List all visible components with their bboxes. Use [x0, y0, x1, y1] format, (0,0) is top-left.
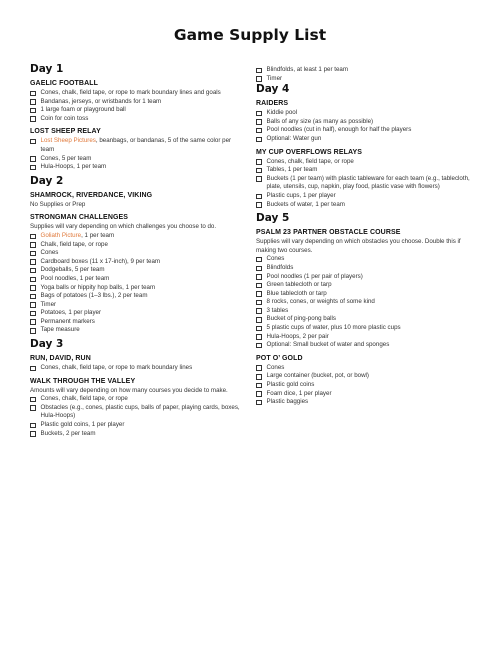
checkbox[interactable]: [256, 202, 262, 208]
game-section: [256, 148, 476, 210]
item-text: Cardboard boxes (11 x 17-inch), 9 per team: [40, 257, 161, 265]
checkbox[interactable]: [30, 405, 36, 411]
list-item: [256, 333, 476, 342]
game-note: Supplies will vary depending on which challenges you choose to do.: [30, 223, 217, 231]
supply-list: [30, 232, 240, 335]
game-title: GAELIC FOOTBALL: [30, 80, 98, 87]
checkbox[interactable]: [256, 326, 262, 332]
game-title: RAIDERS: [256, 100, 289, 108]
item-text: Timer: [40, 300, 57, 308]
supply-list: [30, 364, 240, 373]
game-section: [256, 99, 476, 143]
checkbox[interactable]: [256, 128, 262, 134]
list-item: [256, 118, 476, 127]
list-item: [256, 126, 476, 135]
item-text: Cones, 5 per team: [40, 154, 92, 162]
supply-list: [30, 89, 240, 123]
item-text: Buckets of water, 1 per team: [266, 200, 345, 208]
list-item: [30, 232, 240, 241]
checkbox[interactable]: [30, 319, 36, 325]
item-text: Cones, chalk, field tape, or rope: [266, 157, 354, 165]
item-text: Plastic baggies: [266, 398, 309, 406]
list-item: [30, 266, 240, 275]
continued-list: [256, 66, 476, 83]
game-title: WALK THROUGH THE VALLEY: [30, 377, 136, 385]
checkbox[interactable]: [256, 400, 262, 406]
game-section: [30, 79, 240, 123]
list-item: [256, 381, 476, 390]
list-item: [30, 98, 240, 107]
list-item: [30, 318, 240, 327]
list-item: [256, 175, 476, 192]
checkbox[interactable]: [256, 283, 262, 289]
game-title: SHAMROCK, RIVERDANCE, VIKING: [30, 191, 153, 199]
list-item: [256, 109, 476, 118]
item-text: Buckets (1 per team) with plastic tableware for each team (e.g., tablecloth, plate, utensils, cup, napkin, play food, plastic vase with flowers): [266, 174, 470, 191]
checkbox[interactable]: [30, 156, 36, 162]
day-heading: Day 3: [30, 338, 64, 351]
list-item: [30, 404, 240, 421]
item-text: Plastic gold coins, 1 per player: [40, 421, 125, 429]
item-text: Buckets, 2 per team: [40, 429, 96, 437]
checkbox[interactable]: [256, 137, 262, 143]
list-item: [30, 249, 240, 258]
list-item: [30, 292, 240, 301]
day-block: [30, 175, 240, 335]
item-text: Timer: [266, 74, 283, 82]
checkbox[interactable]: [30, 285, 36, 291]
list-item: [256, 166, 476, 175]
item-text: Tables, 1 per team: [266, 166, 318, 174]
supply-list: [256, 255, 476, 350]
list-item: [256, 158, 476, 167]
list-item: [30, 430, 240, 439]
supply-list: [30, 137, 240, 171]
checkbox[interactable]: [30, 139, 36, 145]
checkbox[interactable]: [256, 343, 262, 349]
game-title: STRONGMAN CHALLENGES: [30, 214, 129, 222]
checkbox[interactable]: [256, 111, 262, 117]
checkbox[interactable]: [30, 311, 36, 317]
game-section: [256, 354, 476, 407]
list-item: [30, 258, 240, 267]
checkbox[interactable]: [256, 68, 262, 74]
item-text: Pool noodles (cut in half), enough for half the players: [266, 126, 412, 134]
item-text: Pool noodles, 1 per team: [40, 274, 110, 282]
checkbox[interactable]: [256, 257, 262, 263]
checkbox[interactable]: [30, 423, 36, 429]
day-heading: Day 2: [30, 174, 64, 187]
game-section: [256, 228, 476, 350]
list-item: [30, 115, 240, 124]
checkbox[interactable]: [30, 108, 36, 114]
day-block: [256, 212, 476, 407]
item-text: Optional: Water gun: [266, 134, 322, 142]
item-text: Coin for coin toss: [40, 114, 89, 122]
right-column: [256, 66, 476, 410]
list-item: [30, 309, 240, 318]
game-note: Amounts will vary depending on how many courses you decide to make.: [30, 386, 228, 394]
item-text: Tape measure: [40, 326, 80, 334]
item-text: Plastic gold coins: [266, 381, 315, 389]
list-item: [256, 281, 476, 290]
game-section: [30, 377, 240, 439]
checkbox[interactable]: [256, 119, 262, 125]
checkbox[interactable]: [256, 168, 262, 174]
list-item: [256, 75, 476, 84]
supply-list: [256, 158, 476, 210]
item-text: Plastic cups, 1 per player: [266, 191, 336, 199]
item-text: Potatoes, 1 per player: [40, 309, 102, 317]
checkbox[interactable]: [256, 317, 262, 323]
item-text: Goliath Picture, 1 per team: [40, 231, 115, 239]
checkbox[interactable]: [30, 294, 36, 300]
supply-list: [256, 109, 476, 143]
game-title: MY CUP OVERFLOWS RELAYS: [256, 148, 363, 156]
checkbox[interactable]: [256, 391, 262, 397]
checkbox[interactable]: [30, 268, 36, 274]
checkbox[interactable]: [30, 251, 36, 257]
item-text: Cones: [266, 255, 285, 263]
game-title: POT O’ GOLD: [256, 354, 303, 362]
list-item: [30, 89, 240, 98]
item-text: Foam dice, 1 per player: [266, 389, 332, 397]
game-note: Supplies will vary depending on which obstacles you choose. Double this if making two courses.: [256, 238, 461, 254]
checkbox[interactable]: [256, 194, 262, 200]
day-block: [256, 83, 476, 209]
item-text: Blue tablecloth or tarp: [266, 289, 327, 297]
item-text: 3 tables: [266, 306, 289, 314]
checkbox[interactable]: [30, 302, 36, 308]
game-section: [30, 127, 240, 171]
list-item: [256, 315, 476, 324]
list-item: [256, 192, 476, 201]
list-item: [256, 341, 476, 350]
list-item: [30, 301, 240, 310]
list-item: [256, 398, 476, 407]
list-item: [30, 106, 240, 115]
item-text: Obstacles (e.g., cones, plastic cups, balls of paper, playing cards, boxes, Hula-Hoops): [40, 403, 240, 420]
list-item: [30, 163, 240, 172]
list-item: [256, 273, 476, 282]
item-text: 8 rocks, cones, or weights of some kind: [266, 298, 375, 306]
checkbox[interactable]: [30, 277, 36, 283]
item-text: Hula-Hoops, 2 per pair: [266, 332, 329, 340]
supply-list: [256, 364, 476, 407]
item-text: 1 large foam or playground ball: [40, 106, 126, 114]
checkbox[interactable]: [256, 274, 262, 280]
list-item: [256, 364, 476, 373]
list-item: [30, 395, 240, 404]
item-text: Green tablecloth or tarp: [266, 281, 332, 289]
game-note: No Supplies or Prep: [30, 200, 86, 208]
day-heading: Day 4: [256, 83, 290, 96]
list-item: [256, 264, 476, 273]
list-item: [30, 155, 240, 164]
checkbox[interactable]: [30, 242, 36, 248]
item-text: Permanent markers: [40, 317, 95, 325]
item-text: Cones: [266, 363, 285, 371]
checkbox[interactable]: [30, 165, 36, 171]
day-block: [30, 63, 240, 172]
list-item: [256, 201, 476, 210]
supply-list: [30, 395, 240, 438]
game-section: [30, 354, 240, 373]
game-title: RUN, DAVID, RUN: [30, 355, 91, 363]
item-text: Cones, chalk, field tape, or rope to mark boundary lines: [40, 364, 193, 372]
list-item: [256, 307, 476, 316]
item-text: 5 plastic cups of water, plus 10 more plastic cups: [266, 324, 401, 332]
game-section: [30, 191, 240, 210]
list-item: [30, 137, 240, 154]
checkbox[interactable]: [30, 234, 36, 240]
checkbox[interactable]: [256, 365, 262, 371]
game-section: [30, 213, 240, 335]
checkbox[interactable]: [256, 308, 262, 314]
checkbox[interactable]: [256, 76, 262, 82]
item-text: Blindfolds: [266, 263, 294, 271]
checkbox[interactable]: [256, 266, 262, 272]
list-item: [30, 326, 240, 335]
page-title: Game Supply List: [173, 26, 327, 44]
checkbox[interactable]: [256, 300, 262, 306]
item-text: Bandanas, jerseys, or wristbands for 1 team: [40, 97, 162, 105]
item-text: Cones: [40, 249, 59, 257]
checkbox[interactable]: [30, 431, 36, 437]
checkbox[interactable]: [256, 383, 262, 389]
item-link[interactable]: Lost Sheep Pictures: [40, 137, 96, 145]
list-item: [256, 255, 476, 264]
left-column: [30, 63, 240, 441]
item-text: Chalk, field tape, or rope: [40, 240, 108, 248]
checkbox[interactable]: [30, 99, 36, 105]
checkbox[interactable]: [30, 116, 36, 122]
checkbox[interactable]: [30, 328, 36, 334]
list-item: [256, 298, 476, 307]
list-item: [30, 284, 240, 293]
item-text: Balls of any size (as many as possible): [266, 117, 374, 125]
item-text: Blindfolds, at least 1 per team: [266, 66, 349, 73]
game-title: PSALM 23 PARTNER OBSTACLE COURSE: [256, 229, 401, 237]
item-text: Pool noodles (1 per pair of players): [266, 272, 363, 280]
day-block: [30, 338, 240, 438]
item-text: Dodgeballs, 5 per team: [40, 266, 105, 274]
item-text: Kiddie pool: [266, 109, 298, 117]
item-text: Bucket of ping-pong balls: [266, 315, 336, 323]
list-item: [256, 66, 476, 75]
checkbox[interactable]: [256, 159, 262, 165]
checkbox[interactable]: [256, 374, 262, 380]
list-item: [256, 135, 476, 144]
day-heading: Day 1: [30, 63, 64, 75]
game-title: LOST SHEEP RELAY: [30, 128, 101, 136]
checkbox[interactable]: [256, 176, 262, 182]
list-item: [30, 421, 240, 430]
item-text: Lost Sheep Pictures, beanbags, or bandanas, 5 of the same color per team: [40, 137, 232, 153]
item-text: Cones, chalk, field tape, or rope to mark boundary lines and goals: [40, 89, 221, 96]
list-item: [30, 275, 240, 284]
checkbox[interactable]: [30, 91, 36, 97]
checkbox[interactable]: [256, 291, 262, 297]
list-item: [30, 241, 240, 250]
item-text: Cones, chalk, field tape, or rope: [40, 395, 128, 403]
checkbox[interactable]: [30, 366, 36, 372]
day-heading: Day 5: [256, 212, 290, 225]
item-text: Optional: Small bucket of water and sponges: [266, 341, 390, 349]
item-text: Large container (bucket, pot, or bowl): [266, 372, 369, 380]
item-text: Yoga balls or hippity hop balls, 1 per team: [40, 283, 156, 291]
list-item: [256, 372, 476, 381]
item-text: Hula-Hoops, 1 per team: [40, 163, 107, 171]
list-item: [256, 324, 476, 333]
checkbox[interactable]: [30, 397, 36, 403]
checkbox[interactable]: [256, 334, 262, 340]
list-item: [256, 290, 476, 299]
checkbox[interactable]: [30, 259, 36, 265]
list-item: [256, 390, 476, 399]
list-item: [30, 364, 240, 373]
item-link[interactable]: Goliath Picture: [40, 231, 82, 239]
item-text: Bags of potatoes (1–3 lbs.), 2 per team: [40, 292, 148, 300]
